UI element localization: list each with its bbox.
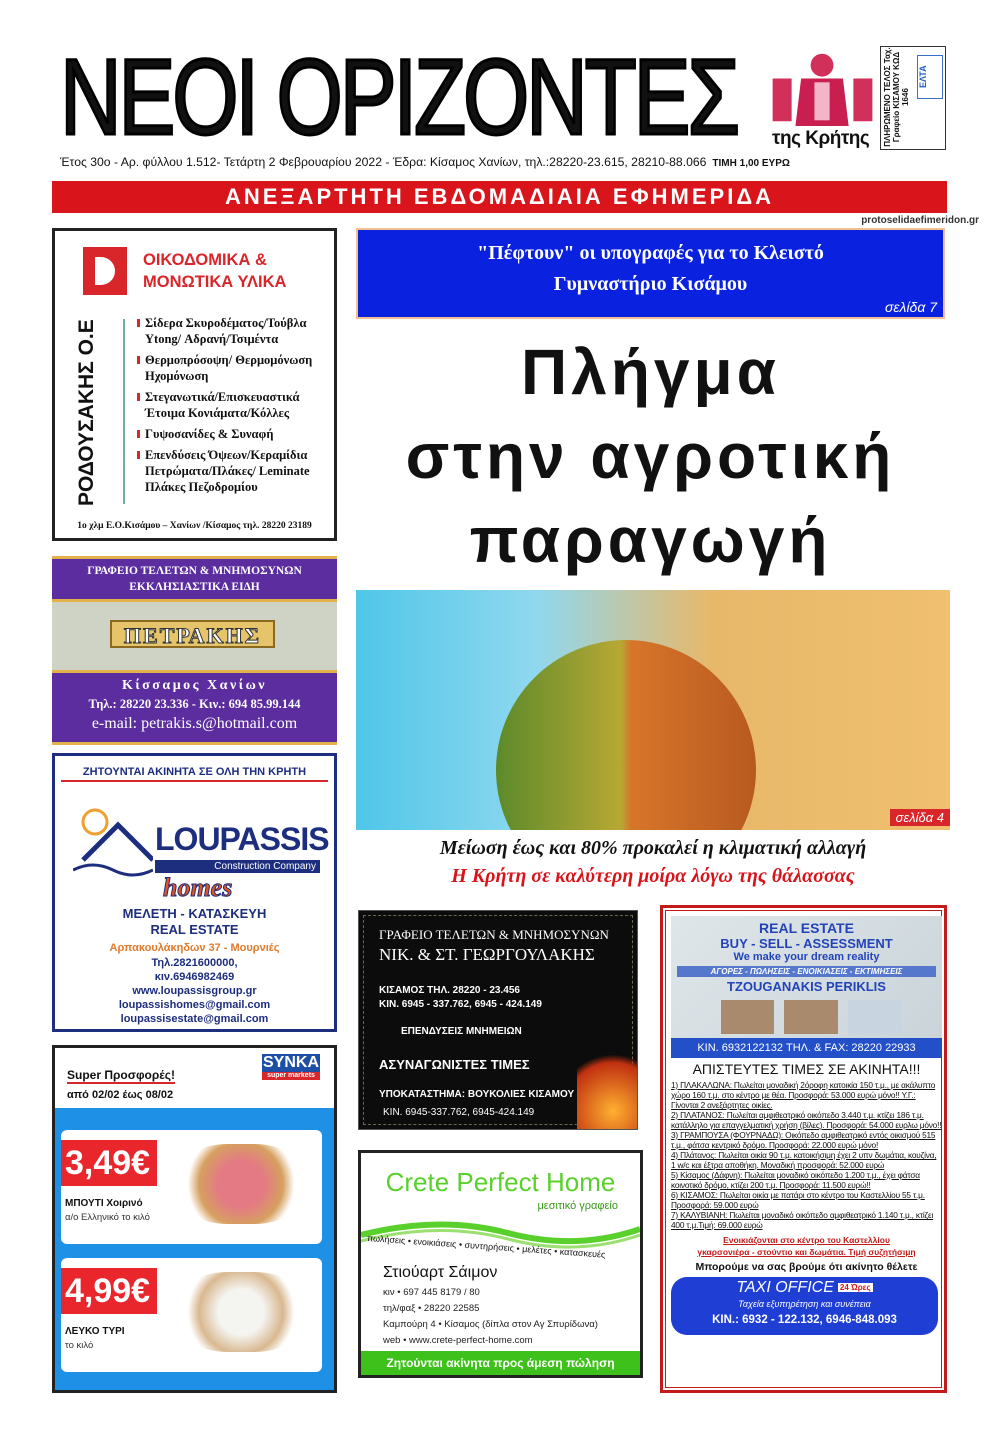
top-story-banner xyxy=(356,228,945,319)
branch: ΥΠΟΚΑΤΑΣΤΗΜΑ: ΒΟΥΚΟΛΙΕΣ ΚΙΣΑΜΟΥ xyxy=(379,1089,575,1100)
logo-text: SYNKA xyxy=(262,1054,319,1071)
rentals-line: Ενοικιάζονται στο κέντρο του Καστελλίου xyxy=(723,1235,890,1245)
product-card xyxy=(61,1258,322,1372)
real-estate-banner xyxy=(671,916,942,1058)
product-price: 3,49€ xyxy=(61,1140,157,1186)
agent-name: TZOUGANAKIS PERIKLIS xyxy=(727,979,886,994)
brand-name: Crete Perfect Home xyxy=(385,1167,616,1197)
list-item: Γυψοσανίδες & Συναφή xyxy=(139,426,331,442)
brand-name: LOUPASSIS xyxy=(155,821,329,857)
listing: 4) Πλάτανος: Πωλείται οικία 90 τ.μ. κατοικήσιμη έχει 2 υπν δωμάτια, κουζίνα, 1 w/c και έξτρα αποθήκη. Μοναδική προσφορά: 52.000 ευρώ xyxy=(671,1150,937,1170)
headline-line: Πλήγμα xyxy=(521,336,780,408)
ad-heading xyxy=(143,249,286,293)
listings-section xyxy=(671,1060,942,1384)
logo-subtext: super markets xyxy=(262,1072,320,1080)
ad-heading-line: ΜΟΝΩΤΙΚΑ ΥΛΙΚΑ xyxy=(143,273,287,291)
website: web • www.crete-perfect-home.com xyxy=(383,1335,533,1346)
top-story-line1: "Πέφτουν" οι υπογραφές για το Κλειστό xyxy=(477,242,824,264)
ad-heading-line: ΟΙΚΟΔΟΜΙΚΑ & xyxy=(143,251,267,269)
phone-fax: τηλ/φαξ • 28220 22585 xyxy=(383,1303,480,1314)
elta-logo: ΕΛΤΑ xyxy=(917,55,943,99)
issue-details: Έτος 30ο - Αρ. φύλλου 1.512- Τετάρτη 2 Φεβρουαρίου 2022 - Έδρα: Κίσαμος Χανίων, τηλ.:28220-23.615, 28210-88.066 xyxy=(60,155,707,169)
mobile: ΚΙΝ. 6945 - 337.762, 6945 - 424.149 xyxy=(379,999,542,1010)
ad-loupassis xyxy=(52,753,337,1032)
postage-text: ΠΛΗΡΩΜΕΝΟ ΤΕΛΟΣ Ταχ. Γραφείο ΚΙΣΑΜΟΥ ΚΩΔ 1646 xyxy=(883,47,910,147)
phone: ΚΙΣΑΜΟΣ ΤΗΛ. 28220 - 23.456 xyxy=(379,985,520,996)
ad-heading: ΓΡΑΦΕΙΟ ΤΕΛΕΤΩΝ & ΜΝΗΜΟΣΥΝΩΝ xyxy=(379,927,609,942)
divider xyxy=(123,319,125,504)
brand-tagline: Construction Company xyxy=(155,860,320,873)
brand-sub: μεσιτικό γραφείο xyxy=(537,1200,618,1212)
ad-georgoulakis xyxy=(358,910,638,1130)
ad-heading xyxy=(52,559,337,595)
page-ref: σελίδα 7 xyxy=(884,299,937,315)
listing: 6) ΚΙΣΑΜΟΣ: Πωλείται οικία με πατάρι στο κέντρο του Καστελλίου 55 τ.μ. Προσφορά: 59.000 ευρώ xyxy=(671,1190,925,1210)
banner-line: REAL ESTATE xyxy=(759,920,854,936)
banner-line: We make your dream reality xyxy=(733,951,880,963)
email: e-mail: petrakis.s@hotmail.com xyxy=(91,715,298,732)
petrakis-name: ΠΕΤΡΑΚΗΣ xyxy=(110,620,275,648)
subheadline: Μείωση έως και 80% προκαλεί η κλιματική αλλαγή xyxy=(439,837,867,859)
masthead-logo-figure xyxy=(770,50,875,126)
rodousakis-logo xyxy=(83,247,127,295)
ad-crete-perfect-home xyxy=(358,1150,643,1378)
ad-synka xyxy=(52,1045,337,1393)
watermark: protoselidaefimeridon.gr xyxy=(858,214,982,227)
climate-globe-photo xyxy=(356,590,950,830)
cheese-image xyxy=(176,1272,306,1352)
product-card xyxy=(61,1130,322,1244)
globe-image xyxy=(496,640,756,830)
find-note: Μπορούμε να σας βρούμε ότι ακίνητο θέλετε xyxy=(695,1261,918,1273)
newspaper-subtitle: της Κρήτης xyxy=(772,128,870,149)
list-item: Στεγανωτικά/Επισκευαστικά Έτοιμα Κονιάματα/Κόλλες xyxy=(139,389,331,421)
service: ΕΠΕΝΔΥΣΕΙΣ ΜΝΗΜΕΙΩΝ xyxy=(401,1026,522,1037)
banner-line: ΑΓΟΡΕΣ - ΠΩΛΗΣΕΙΣ - ΕΝΟΙΚΙΑΣΕΙΣ - ΕΚΤΙΜΗΣΕΙΣ xyxy=(677,966,936,977)
brand-homes: homes xyxy=(163,873,233,902)
ornament-band xyxy=(52,599,337,673)
headline-line: παραγωγή xyxy=(469,504,832,576)
mobile: κιν.6946982469 xyxy=(154,971,235,983)
location: Κίσσαμος Χανίων xyxy=(121,678,268,693)
taxi-phones: KIN.: 6932 - 122.132, 6946-848.093 xyxy=(712,1314,897,1327)
product-list xyxy=(139,315,331,500)
address: Αρπακουλάκηδων 37 - Μουρνιές xyxy=(109,942,280,954)
tagline-bar: ΑΝΕΞΑΡΤΗΤΗ ΕΒΔΟΜΑΔΙΑΙΑ ΕΦΗΜΕΡΙΔΑ xyxy=(52,181,947,213)
listings xyxy=(671,1080,942,1230)
taxi-title-row xyxy=(671,1278,938,1298)
phones: KIN. 6932122132 ΤΗΛ. & FAX: 28220 22933 xyxy=(671,1038,942,1058)
company-name: ΝΙΚ. & ΣΤ. ΓΕΩΡΓΟΥΛΑΚΗΣ xyxy=(379,945,595,964)
product-name: ΜΠΟΥΤΙ Χοιρινό xyxy=(65,1198,143,1209)
listing: 1) ΠΛΑΚΑΛΩΝΑ: Πωλείται μοναδική 2όροφη κατοικία 150 τ.μ., με ακάλυπτο χώρο 160 τ.μ. στο κέντρο με θέα. Προσφορά: 53.000 ευρώ μόνο!! Υ.Γ.: Γίνονται 2 ανεξάρτητες οικίες. xyxy=(671,1080,936,1110)
ad-footer: 1ο χλμ Ε.Ο.Κισάμου – Χανίων /Κίσαμος τηλ. 28220 23189 xyxy=(77,521,312,531)
offers-dates: από 02/02 έως 08/02 xyxy=(67,1089,174,1101)
list-item: Σίδερα Σκυροδέματος/Τούβλα Ytong/ Αδρανή/Τσιμέντα xyxy=(139,315,331,347)
taxi-office-box xyxy=(671,1277,938,1335)
services: πωλήσεις • ενοικιάσεις • συντηρήσεις • μελέτες • κατασκευές xyxy=(366,1233,606,1260)
listing: 7) ΚΑΛΥΒΙΑΝΗ: Πωλείται μοναδικό οικόπεδο αμφιθεατρικό 1.140 τ.μ., κτίζει 400 τ.μ.Τιμή: 69.000 ευρώ xyxy=(671,1210,934,1230)
banner-line: BUY - SELL - ASSESSMENT xyxy=(720,936,893,951)
house-photo xyxy=(848,1000,901,1034)
house-photo xyxy=(784,1000,837,1034)
website: www.loupassisgroup.gr xyxy=(132,985,257,997)
email: loupassishomes@gmail.com xyxy=(118,999,271,1011)
house-sun-icon xyxy=(73,800,153,880)
offers-title: Super Προσφορές! xyxy=(67,1068,175,1082)
page-ref: σελίδα 4 xyxy=(890,809,950,826)
branch-mobile: ΚΙΝ. 6945-337.762, 6945-424.149 xyxy=(383,1107,535,1118)
product-desc: α/ο Ελληνικό το κιλό xyxy=(65,1212,150,1223)
house-photo xyxy=(721,1000,774,1034)
listing: 2) ΠΛΑΤΑΝΟΣ: Πωλείται αμφιθεατρικό οικόπεδο 3.440 τ.μ. κτίζει 186 τ.μ. κατάλληλο για επαγγελματική χρήση (βίλες). Προσφορά: 54.000 ευρλω μόνο!! xyxy=(671,1110,942,1130)
list-item: Θερμοπρόσοψη/ Θερμομόνωση Ηχομόνωση xyxy=(139,352,331,384)
issue-info xyxy=(60,155,790,169)
issue-price: ΤΙΜΗ 1,00 ΕΥΡΩ xyxy=(712,158,790,169)
postage-paid-box xyxy=(880,46,946,150)
synka-logo xyxy=(262,1054,320,1080)
agent-name: Στιούαρτ Σάιμον xyxy=(383,1264,498,1281)
list-item: Επενδύσεις Όψεων/Κεραμίδια Πετρώματα/Πλάκες/ Leminate Πλάκες Πεζοδρομίου xyxy=(139,447,331,495)
address: Καμπούρη 4 • Κίσαμος (δίπλα στον Αγ Σπυρίδωνα) xyxy=(383,1319,598,1330)
contact-info xyxy=(55,906,334,1026)
ad-heading-line: ΕΚΚΛΗΣΙΑΣΤΙΚΑ ΕΙΔΗ xyxy=(129,581,260,593)
house-photos xyxy=(721,1000,901,1034)
candle-cross-image xyxy=(577,1039,637,1129)
service-line: REAL ESTATE xyxy=(150,922,239,937)
service-line: ΜΕΛΕΤΗ - ΚΑΤΑΣΚΕΥΗ xyxy=(122,906,267,921)
main-headline xyxy=(356,330,945,582)
ad-header xyxy=(55,1048,334,1108)
product-name: ΛΕΥΚΟ ΤΥΡΙ xyxy=(65,1326,125,1337)
headline-line: στην αγροτική xyxy=(405,420,896,492)
email: loupassisestate@gmail.com xyxy=(120,1013,269,1025)
mobile: κιν • 697 445 8179 / 80 xyxy=(383,1287,480,1298)
product-price: 4,99€ xyxy=(61,1268,157,1314)
subheadline-red: Η Κρήτη σε καλύτερη μοίρα λόγω της θάλασσας xyxy=(451,865,855,887)
ad-heading-line: ΓΡΑΦΕΙΟ ΤΕΛΕΤΩΝ & ΜΝΗΜΟΣΥΝΩΝ xyxy=(87,565,302,577)
listing: 3) ΓΡΑΜΠΟΥΣΑ (ΦΟΥΡΝΑΔΩ): Οικόπεδο αμφιθεατρικό εντός οικισμού 515 τ.μ., φάτσα κεντρικό δρόμο. Προσφορά: 22.000 ευρώ μόνο! xyxy=(671,1130,936,1150)
meat-image xyxy=(176,1144,306,1224)
ad-heading: ΖΗΤΟΥΝΤΑΙ ΑΚΙΝΗΤΑ ΣΕ ΟΛΗ ΤΗΝ ΚΡΗΤΗ xyxy=(61,766,328,782)
ad-bottom-bar: Ζητούνται ακίνητα προς άμεση πώληση xyxy=(361,1351,640,1375)
product-desc: το κιλό xyxy=(65,1340,94,1351)
ad-rodousakis xyxy=(52,228,337,541)
contact-details xyxy=(383,1285,598,1349)
ad-tzouganakis xyxy=(660,905,947,1393)
rentals-line: γκαρσονιέρα - στούντιο και δωμάτια. Τιμή συζητήσιμη xyxy=(697,1247,916,1257)
taxi-subtitle: Ταχεία εξυπηρέτηση και συνέπεια xyxy=(738,1299,871,1310)
rentals-note xyxy=(671,1234,942,1258)
ad-petrakis xyxy=(52,556,337,745)
24h-badge: 24 Ώρες xyxy=(839,1283,871,1292)
taxi-title: TAXI OFFICE xyxy=(736,1279,834,1297)
listings-heading: ΑΠΙΣΤΕΥΤΕΣ ΤΙΜΕΣ ΣΕ ΑΚΙΝΗΤΑ!!! xyxy=(692,1061,921,1077)
top-story-line2: Γυμναστήριο Κισάμου xyxy=(553,273,748,295)
newspaper-title: ΝΕΟΙ ΟΡΙΖΟΝΤΕΣ xyxy=(60,36,737,157)
prices-note: ΑΣΥΝΑΓΩΝΙΣΤΕΣ ΤΙΜΕΣ xyxy=(379,1057,530,1072)
phone: Τηλ.2821600000, xyxy=(151,957,238,969)
listing: 5) Κίσαμος (Δάφνη): Πωλείται μοναδικό οικόπεδο 1.200 τ.μ., έχει φάτσα κοινοτικό δρόμο, κτίζει 200 τ.μ. Προσφορά: 11.500 ευρώ!! xyxy=(671,1170,920,1190)
company-name: ΡΟΔΟΥΣΑΚΗΣ Ο.Ε xyxy=(75,319,98,506)
phones: Τηλ.: 28220 23.336 - Κιν.: 694 85.99.144 xyxy=(88,697,301,711)
